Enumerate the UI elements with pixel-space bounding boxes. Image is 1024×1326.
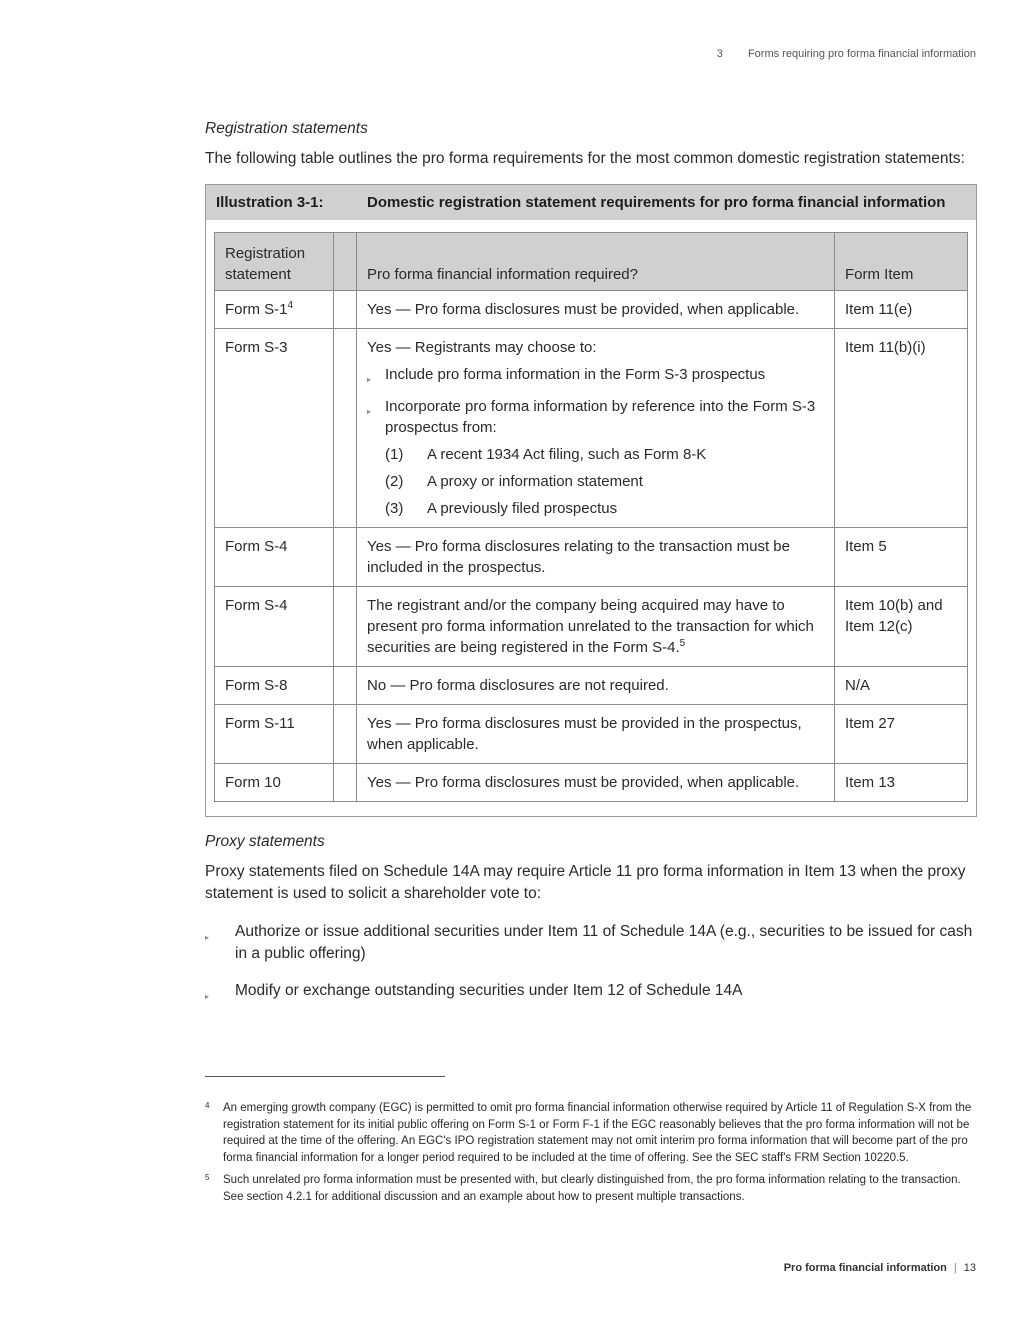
footnote-text: Such unrelated pro forma information must be presented with, but clearly distinguished from, the pro forma information relating to the transaction. See section 4.2.1 for additional discussion and an example about how to present multiple transactions. (223, 1174, 961, 1203)
table-row (215, 587, 968, 667)
footnotes (205, 1100, 975, 1211)
triangle-bullet-icon: ▸ (205, 992, 210, 1001)
option-item: ▸ Include pro forma information in the Form S-3 prospectus (367, 364, 824, 390)
form-name: Form 10 (215, 764, 334, 802)
chapter-number: 3 (716, 48, 723, 60)
footnote (205, 1172, 975, 1205)
table-row (215, 291, 968, 329)
proxy-bullet-list (205, 921, 977, 1008)
table-row (215, 329, 968, 528)
footnote (205, 1100, 975, 1166)
registration-intro: The following table outlines the pro forma requirements for the most common domestic registration statements: (205, 150, 965, 167)
table-row (215, 705, 968, 764)
requirement-text: The registrant and/or the company being acquired may have to present pro forma information unrelated to the transaction for which securities are being registered in the Form S-4. (367, 597, 814, 656)
table-row (215, 764, 968, 802)
sub-item: (2) A proxy or information statement (385, 473, 643, 490)
form-name: Form S-1 (225, 301, 288, 318)
triangle-bullet-icon: ▸ (367, 407, 372, 416)
registration-heading: Registration statements (205, 120, 368, 137)
illustration-title: Domestic registration statement requirements for pro forma financial information (367, 194, 946, 211)
requirement-text: Yes — Pro forma disclosures must be provided in the prospectus, when applicable. (357, 705, 835, 764)
illustration-box (205, 184, 977, 817)
page-header (717, 48, 976, 60)
requirement-text: Yes — Pro forma disclosures must be provided, when applicable. (357, 291, 835, 329)
form-item: Item 5 (835, 528, 968, 587)
requirement-text: Yes — Registrants may choose to: (367, 339, 597, 356)
list-item: ▸ Authorize or issue additional securities under Item 11 of Schedule 14A (e.g., securities to be issued for cash in a public offering) (205, 921, 977, 965)
form-item: Item 11(e) (835, 291, 968, 329)
footnote-ref[interactable]: 4 (287, 300, 294, 311)
page-number: 13 (963, 1262, 976, 1274)
column-header: Registration statement (215, 233, 334, 291)
illustration-label: Illustration 3-1: (216, 194, 324, 211)
footer-title: Pro forma financial information (783, 1262, 947, 1274)
requirement-text: Yes — Pro forma disclosures relating to the transaction must be included in the prospectus. (357, 528, 835, 587)
sub-item: (3) A previously filed prospectus (385, 500, 618, 517)
form-item: N/A (835, 667, 968, 705)
form-item: Item 11(b)(i) (835, 329, 968, 528)
page-footer (784, 1262, 976, 1274)
proxy-heading: Proxy statements (205, 833, 325, 850)
form-name: Form S-8 (215, 667, 334, 705)
list-item: ▸ Modify or exchange outstanding securities under Item 12 of Schedule 14A (205, 980, 977, 1008)
form-item: Item 10(b) and Item 12(c) (835, 587, 968, 667)
footer-separator: | (953, 1262, 957, 1274)
requirements-table (214, 232, 968, 802)
sub-item: (1) A recent 1934 Act filing, such as Form 8-K (385, 446, 707, 463)
footnote-number: 4 (205, 1101, 210, 1110)
main-content (205, 120, 977, 1023)
triangle-bullet-icon: ▸ (367, 375, 372, 384)
footnote-divider (205, 1076, 445, 1077)
form-name: Form S-4 (215, 528, 334, 587)
requirement-text: Yes — Pro forma disclosures must be provided, when applicable. (357, 764, 835, 802)
form-item: Item 13 (835, 764, 968, 802)
column-header: Form Item (835, 233, 968, 291)
form-name: Form S-11 (215, 705, 334, 764)
footnote-number: 5 (205, 1173, 210, 1182)
table-row (215, 528, 968, 587)
column-header: Pro forma financial information required? (357, 233, 835, 291)
table-row (215, 667, 968, 705)
illustration-header (206, 185, 976, 220)
requirement-text: No — Pro forma disclosures are not required. (357, 667, 835, 705)
footnote-ref[interactable]: 5 (679, 638, 686, 649)
chapter-title: Forms requiring pro forma financial information (747, 48, 976, 60)
table-header-row (215, 233, 968, 291)
form-name: Form S-3 (215, 329, 334, 528)
form-name: Form S-4 (215, 587, 334, 667)
triangle-bullet-icon: ▸ (205, 933, 210, 942)
proxy-intro: Proxy statements filed on Schedule 14A may require Article 11 pro forma information in Item 13 when the proxy statement is used to solicit a shareholder vote to: (205, 863, 966, 902)
option-item: ▸ Incorporate pro forma information by reference into the Form S-3 prospectus from: (367, 398, 816, 436)
footnote-text: An emerging growth company (EGC) is permitted to omit pro forma financial information otherwise required by Article 11 of Regulation S-X from the registration statement for its initial public offering on Form S-1 or Form F-1 if the EGC reasonably believes that the pro forma information will not be required at the time of the offering. An EGC's IPO registration statement may not omit interim pro forma information that will become part of the pro forma financial information for a longer period required to be included at the time of offering. See the SEC staff's FRM Section 10220.5. (223, 1102, 972, 1164)
form-item: Item 27 (835, 705, 968, 764)
